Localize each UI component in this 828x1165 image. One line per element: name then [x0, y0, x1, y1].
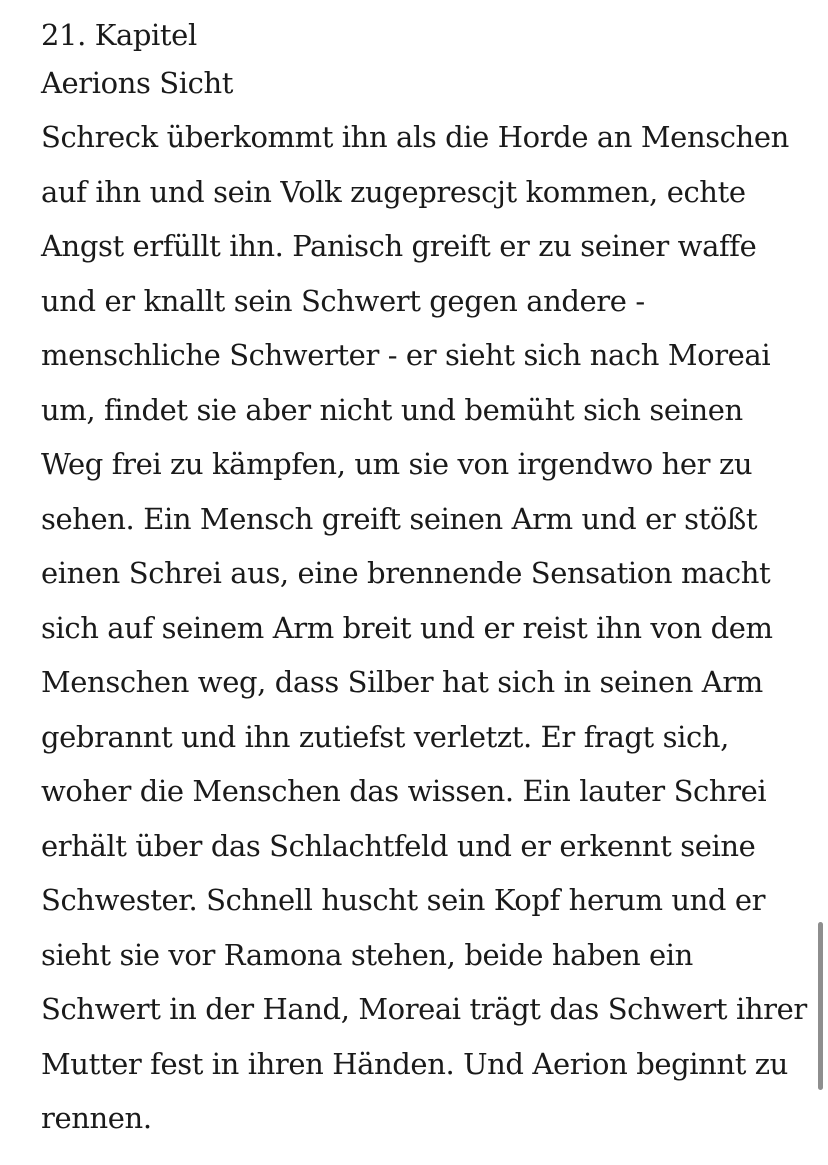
text-line: Schwester. Schnell huscht sein Kopf herum und er: [41, 883, 766, 917]
text-line: Schwert in der Hand, Moreai trägt das Schwert ihrer: [41, 992, 807, 1026]
text-line: auf ihn und sein Volk zugeprescjt kommen, echte: [41, 174, 746, 209]
chapter-subtitle: Aerions Sicht: [41, 66, 233, 100]
text-line: woher die Menschen das wissen. Ein lauter Schrei: [41, 774, 767, 808]
chapter-heading: 21. Kapitel: [41, 18, 197, 52]
text-line: sehen. Ein Mensch greift seinen Arm und er stößt: [41, 501, 758, 536]
text-line: Weg frei zu kämpfen, um sie von irgendwo her zu: [41, 447, 753, 481]
body-paragraph: [41, 110, 811, 1146]
chapter-text: [41, 14, 811, 1146]
text-line: erhält über das Schlachtfeld und er erkennt seine: [41, 828, 756, 863]
text-line: um, findet sie aber nicht und bemüht sich seinen: [41, 392, 743, 427]
text-line: sich auf seinem Arm breit und er reist ihn von dem: [41, 610, 773, 645]
text-line: menschliche Schwerter - er sieht sich nach Moreai: [41, 338, 771, 372]
text-line: Schreck überkommt ihn als die Horde an Menschen: [41, 120, 789, 154]
text-line: Menschen weg, dass Silber hat sich in seinen Arm: [41, 665, 763, 699]
text-line: rennen.: [41, 1101, 152, 1135]
text-line: Angst erfüllt ihn. Panisch greift er zu seiner waffe: [41, 229, 757, 263]
text-line: Mutter fest in ihren Händen. Und Aerion beginnt zu: [41, 1046, 788, 1081]
text-line: gebrannt und ihn zutiefst verletzt. Er fragt sich,: [41, 719, 729, 754]
text-line: einen Schrei aus, eine brennende Sensation macht: [41, 556, 771, 590]
vertical-scrollbar[interactable]: [818, 922, 823, 1090]
text-line: sieht sie vor Ramona stehen, beide haben ein: [41, 937, 693, 972]
text-line: und er knallt sein Schwert gegen andere -: [41, 283, 645, 318]
